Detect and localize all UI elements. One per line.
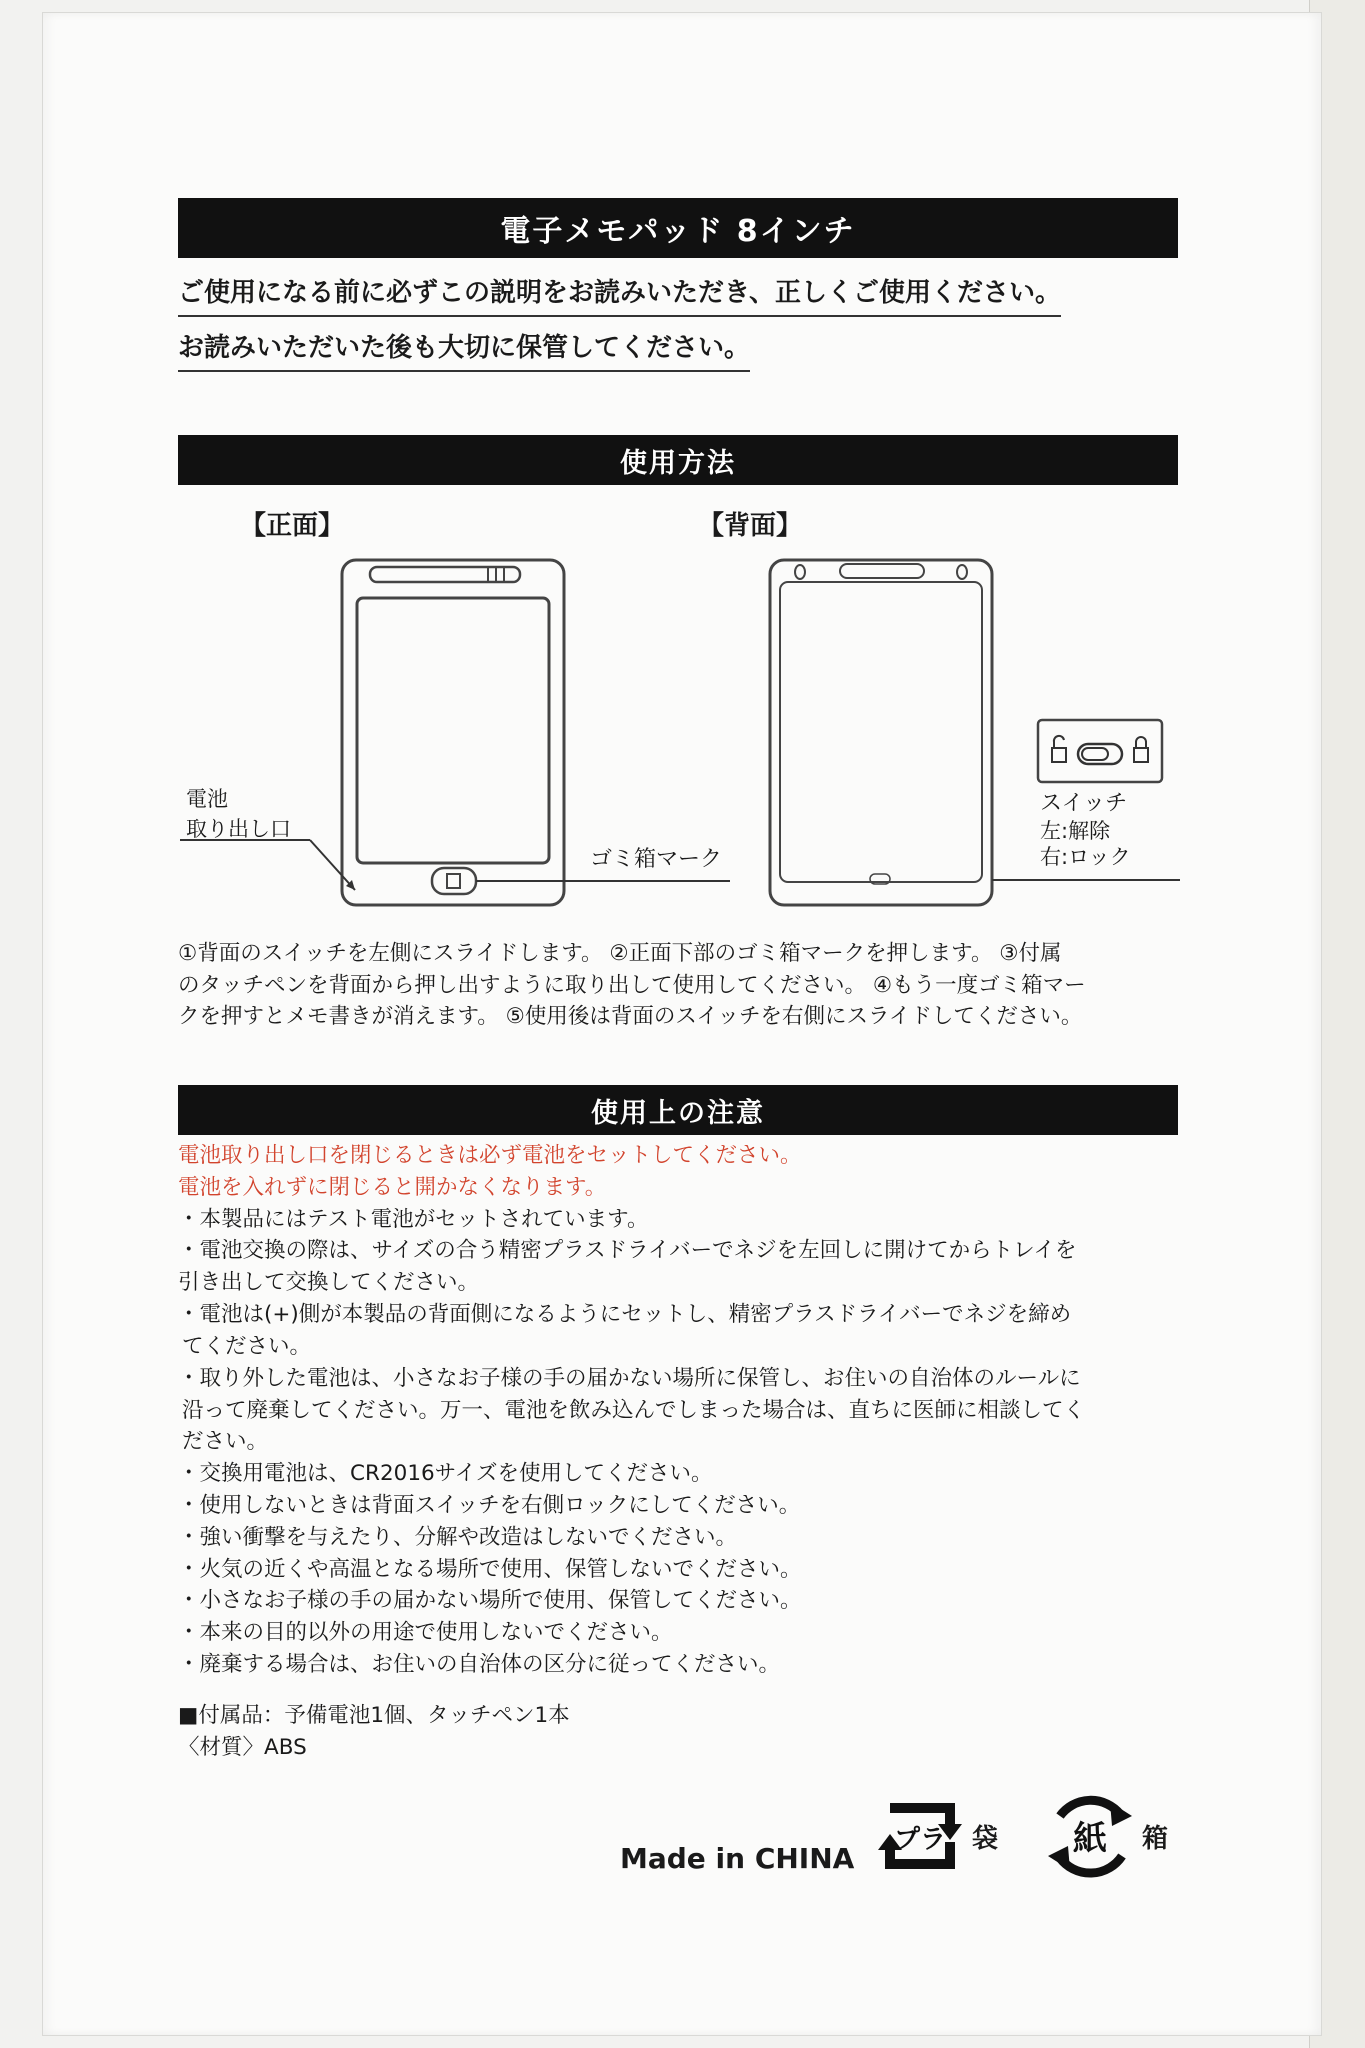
caution-item: ・ 電池交換の際は、サイズの合う精密プラスドライバーでネジを左回しに開けてからトレイを bbox=[178, 1235, 1188, 1267]
switch-detail-box bbox=[1038, 720, 1162, 782]
usage-heading: 使用方法 bbox=[178, 435, 1178, 485]
paper-mark-text: 紙 bbox=[1073, 1819, 1107, 1859]
cautions-list bbox=[178, 1140, 1188, 1681]
back-device-inner bbox=[780, 582, 982, 882]
caution-item-cont: 沿って廃棄してください。万一、電池を飲み込んでしまった場合は、直ちに医師に相談してく bbox=[182, 1397, 1086, 1423]
stylus-icon bbox=[370, 567, 520, 582]
switch-right-label: 右:ロック bbox=[1040, 845, 1131, 869]
caution-item-cont: 引き出して交換してください。 bbox=[178, 1270, 480, 1296]
caution-item: ・ 小さなお子様の手の届かない場所で使用、保管してください。 bbox=[178, 1585, 1188, 1617]
product-title: 電子メモパッド 8インチ bbox=[178, 198, 1178, 258]
trash-button-icon bbox=[432, 868, 476, 894]
switch-left-label: 左:解除 bbox=[1040, 819, 1111, 843]
caution-item: ・ 火気の近くや高温となる場所で使用、保管しないでください。 bbox=[178, 1554, 1188, 1586]
intro-line-2: お読みいただいた後も大切に保管してください。 bbox=[178, 333, 750, 372]
front-label: 【正面】 bbox=[240, 511, 345, 541]
switch-label: スイッチ bbox=[1040, 791, 1128, 816]
caution-item: ・ 強い衝撃を与えたり、分解や改造はしないでください。 bbox=[178, 1522, 1188, 1554]
caution-item: ・ 使用しないときは背面スイッチを右側ロックにしてください。 bbox=[178, 1490, 1188, 1522]
front-device-screen bbox=[357, 598, 549, 863]
caution-item: ・ 交換用電池は、CR2016サイズを使用してください。 bbox=[178, 1458, 1188, 1490]
paper-recycle-icon bbox=[1040, 1786, 1140, 1886]
made-in-label: Made in CHINA bbox=[620, 1842, 855, 1875]
warning-line: 電池取り出し口を閉じるときは必ず電池をセットしてください。 bbox=[178, 1143, 802, 1168]
caution-item: ・ 本来の目的以外の用途で使用しないでください。 bbox=[178, 1617, 1188, 1649]
caution-item-cont: ださい。 bbox=[182, 1429, 269, 1455]
accessories-info bbox=[178, 1700, 570, 1765]
battery-label-1: 電池 bbox=[186, 787, 228, 811]
usage-step-line: クを押すとメモ書きが消えます。 ⑤使用後は背面のスイッチを右側にスライドしてください。 bbox=[178, 1004, 1083, 1030]
intro-line-1: ご使用になる前に必ずこの説明をお読みいただき、正しくご使用ください。 bbox=[178, 278, 1061, 317]
usage-steps bbox=[178, 938, 1178, 1033]
pla-mark-text: プラ bbox=[893, 1825, 947, 1855]
caution-item-cont: てください。 bbox=[182, 1333, 312, 1359]
usage-step-line: ①背面のスイッチを左側にスライドします。 ②正面下部のゴミ箱マークを押します。 ③付属 bbox=[178, 941, 1062, 966]
battery-pointer-line bbox=[310, 840, 355, 890]
cautions-heading: 使用上の注意 bbox=[178, 1085, 1178, 1135]
pla-mark-label: 袋 bbox=[972, 1824, 999, 1854]
paper-mark-label: 箱 bbox=[1142, 1824, 1169, 1854]
back-label: 【背面】 bbox=[698, 511, 803, 541]
trash-mark-label: ゴミ箱マーク bbox=[590, 847, 723, 872]
front-device-body bbox=[342, 560, 564, 905]
back-device-body bbox=[770, 560, 992, 905]
unlock-icon bbox=[1052, 736, 1066, 762]
caution-item: ・ 取り外した電池は、小さなお子様の手の届かない場所に保管し、お住いの自治体のルールに bbox=[178, 1363, 1188, 1395]
caution-item: ・ 廃棄する場合は、お住いの自治体の区分に従ってください。 bbox=[178, 1649, 1188, 1681]
material-line: 〈材質〉ABS bbox=[178, 1735, 307, 1761]
accessories-line: ■付属品：予備電池1個、タッチペン1本 bbox=[178, 1703, 570, 1728]
usage-step-line: のタッチペンを背面から押し出すように取り出して使用してください。 ④もう一度ゴミ箱マー bbox=[178, 972, 1086, 998]
warning-line: 電池を入れずに閉じると開かなくなります。 bbox=[178, 1174, 607, 1200]
battery-label-2: 取り出し口 bbox=[186, 817, 291, 841]
caution-item: ・ 電池は(+)側が本製品の背面側になるようにセットし、精密プラスドライバーでネジを締め bbox=[178, 1299, 1188, 1331]
caution-item: ・ 本製品にはテスト電池がセットされています。 bbox=[178, 1204, 1188, 1236]
pla-recycle-icon bbox=[872, 1788, 968, 1884]
lock-icon bbox=[1134, 737, 1148, 762]
